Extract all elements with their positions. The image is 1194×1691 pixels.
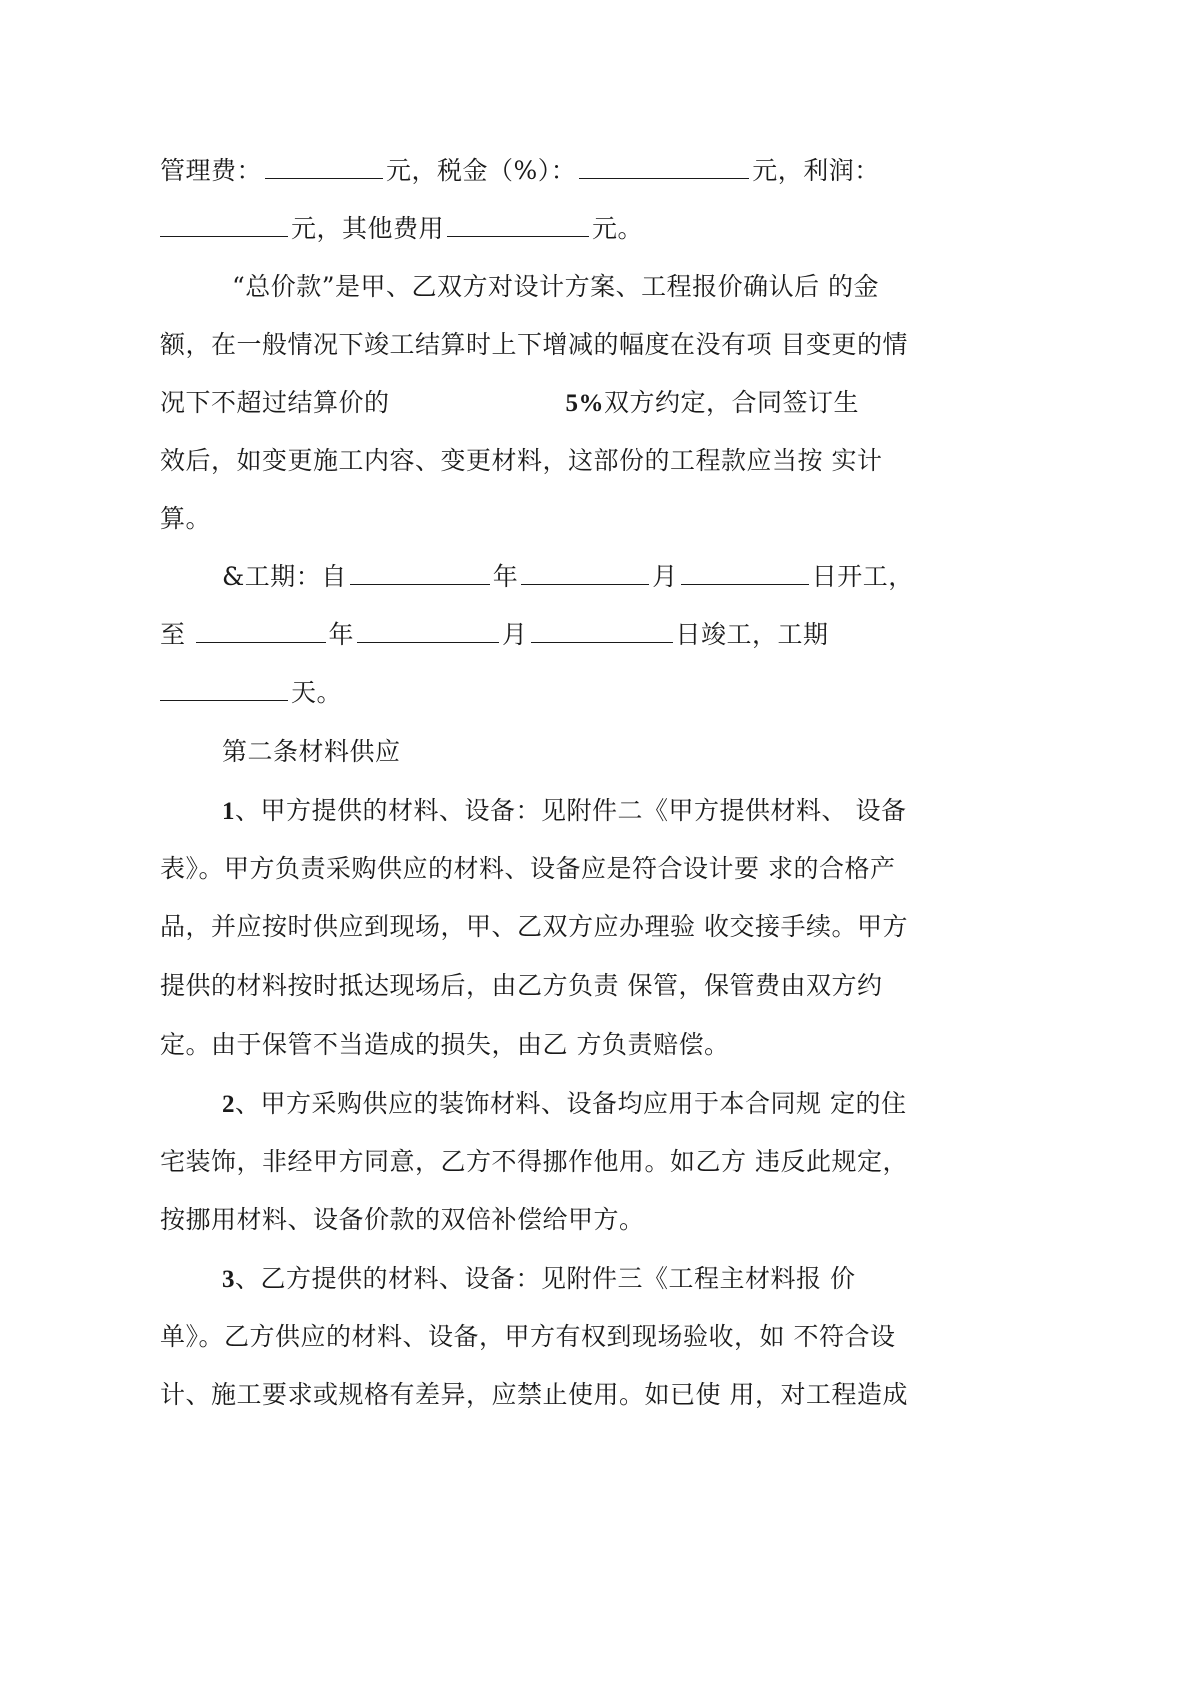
- year-label: 年: [328, 620, 355, 649]
- month-label: 月: [652, 562, 678, 591]
- management-fee-label: 管理费：: [160, 156, 263, 185]
- end-day-blank[interactable]: [531, 620, 673, 643]
- year-label: 年: [492, 562, 519, 591]
- paragraph-line: “总价款”是甲、乙双方对设计方案、工程报价确认后 的金: [232, 272, 880, 301]
- text-segment: 、甲方采购供应的装饰材料、设备均应用于本合同规 定的住: [235, 1089, 907, 1118]
- tax-blank[interactable]: [579, 156, 749, 179]
- schedule-days-line: [160, 678, 342, 708]
- clause-number: 1: [222, 798, 235, 825]
- clause-1-line: [222, 796, 906, 827]
- duration-days-blank[interactable]: [160, 678, 288, 701]
- end-year-blank[interactable]: [196, 620, 326, 643]
- clause-number: 2: [222, 1091, 235, 1118]
- text-segment: 、乙方提供的材料、设备：见附件三《工程主材料报 价: [235, 1264, 856, 1293]
- percent-value: 5%: [565, 390, 605, 417]
- paragraph-line: 品，并应按时供应到现场，甲、乙双方应办理验 收交接手续。甲方: [160, 912, 908, 941]
- paragraph-line: 计、施工要求或规格有差异，应禁止使用。如已使 用，对工程造成: [160, 1380, 908, 1409]
- clause-number: 3: [222, 1266, 235, 1293]
- paragraph-line: 表》。甲方负责采购供应的材料、设备应是符合设计要 求的合格产: [160, 854, 896, 883]
- schedule-start-line: [222, 562, 914, 592]
- days-label: 天。: [291, 678, 343, 707]
- other-fee-label: 元，其他费用: [291, 214, 445, 243]
- profit-blank[interactable]: [160, 214, 288, 237]
- clause-2-line: [222, 1089, 906, 1120]
- other-fee-blank[interactable]: [447, 214, 589, 237]
- fee-line: [160, 156, 880, 186]
- end-label: 至: [160, 620, 186, 649]
- month-label: 月: [502, 620, 528, 649]
- day-label: 日开工，: [811, 562, 914, 591]
- tax-label: 元，税金（%）：: [386, 156, 577, 185]
- paragraph-line: [160, 388, 859, 419]
- start-day-blank[interactable]: [681, 562, 809, 585]
- paragraph-line: 额，在一般情况下竣工结算时上下增减的幅度在没有项 目变更的情: [160, 330, 908, 359]
- start-year-blank[interactable]: [350, 562, 490, 585]
- text-segment: 、甲方提供的材料、设备：见附件二《甲方提供材料、 设备: [235, 796, 907, 825]
- end-month-blank[interactable]: [357, 620, 499, 643]
- fee-line-2: [160, 214, 643, 244]
- text-segment: 况下不超过结算价的: [160, 388, 390, 417]
- paragraph-line: 单》。乙方供应的材料、设备，甲方有权到现场验收，如 不符合设: [160, 1322, 896, 1351]
- paragraph-line: 宅装饰，非经甲方同意，乙方不得挪作他用。如乙方 违反此规定，: [160, 1147, 908, 1176]
- start-month-blank[interactable]: [521, 562, 649, 585]
- paragraph-line: 定。由于保管不当造成的损失，由乙 方负责赔偿。: [160, 1030, 730, 1059]
- paragraph-line: 算。: [160, 504, 212, 533]
- clause-3-line: [222, 1264, 855, 1295]
- management-fee-blank[interactable]: [265, 156, 383, 179]
- text-segment: 双方约定，合同签订生: [604, 388, 860, 417]
- profit-label: 元，利润：: [752, 156, 880, 185]
- other-fee-unit: 元。: [592, 214, 644, 243]
- paragraph-line: 效后，如变更施工内容、变更材料，这部份的工程款应当按 实计: [160, 446, 883, 475]
- section-heading: 第二条材料供应: [222, 737, 401, 766]
- schedule-end-line: [160, 620, 829, 650]
- paragraph-line: 提供的材料按时抵达现场后，由乙方负责 保管，保管费由双方约: [160, 971, 883, 1000]
- day-label: 日竣工，工期: [675, 620, 829, 649]
- paragraph-line: 按挪用材料、设备价款的双倍补偿给甲方。: [160, 1205, 645, 1234]
- start-label: &工期：自: [222, 562, 347, 591]
